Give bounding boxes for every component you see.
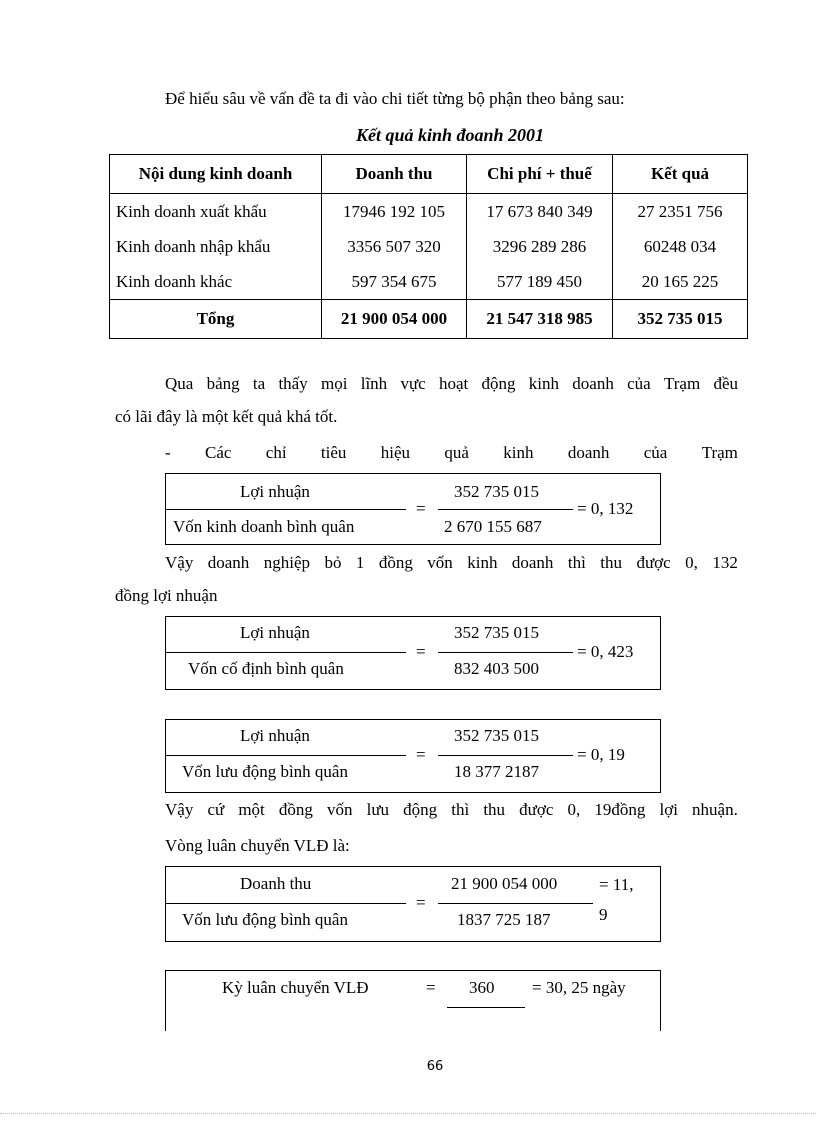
word: thu [600,553,622,572]
formula-top-label: Lợi nhuận [240,482,310,501]
intro-text: Để hiểu sâu về vấn đề ta đi vào chi tiết từng bộ phận theo bảng sau: [165,89,625,108]
word: thì [451,800,470,819]
table-cell: 17 673 840 349 [467,194,613,230]
word: lĩnh [360,374,388,393]
word: Các [205,443,232,462]
formula-result: = 0, 132 [577,499,634,518]
word: tiêu [320,443,347,462]
table-cell: Kinh doanh khác [110,264,322,300]
formula-top-label: Doanh thu [240,874,312,893]
formula-box-5 [165,970,661,1031]
word: một [238,800,265,819]
equals-sign: = [426,978,436,997]
formula-box-2 [165,616,661,690]
divider-line [166,652,406,653]
word: vốn [427,553,453,572]
table-row [110,194,748,230]
word: Vậy [165,800,194,819]
formula-box-1 [165,473,661,545]
paragraph-2-line-2: đồng lợi nhuận [115,586,218,605]
paragraph-2-line-1 [165,553,738,573]
formula-numerator: 352 735 015 [454,726,539,745]
word: vực [400,374,426,393]
table-cell: 27 2351 756 [613,194,748,230]
word: doanh [572,374,614,393]
bullet-line [165,443,738,463]
header-cell: Nội dung kinh doanh [110,155,322,194]
equals-sign: = [416,745,426,764]
formula-top-label: Lợi nhuận [240,726,310,745]
formula-label: Kỳ luân chuyển VLĐ [222,978,369,997]
word: được [519,800,554,819]
formula-result-continued: 9 [599,905,608,924]
divider-line [166,509,406,510]
formula-denominator: 1837 725 187 [457,910,551,929]
table-row [110,264,748,300]
word: lợi [659,800,678,819]
word: 1 [355,553,365,572]
formula-bottom-label: Vốn kinh doanh bình quân [173,517,355,536]
table-cell: 20 165 225 [613,264,748,300]
word: Vậy [165,553,194,572]
word: Qua [165,374,194,393]
paragraph-1-line-2: có lãi đây là một kết quả khá tốt. [115,407,338,426]
table-cell: 3296 289 286 [467,229,613,264]
word: hiệu [380,443,411,462]
fraction-line [438,652,573,653]
word: kinh [467,553,498,572]
word: đều [713,374,738,393]
table-cell: 3356 507 320 [322,229,467,264]
formula-bottom-label: Vốn cố định bình quân [188,659,344,678]
table-cell: 17946 192 105 [322,194,467,230]
formula-box-4 [165,866,661,942]
table-cell: 597 354 675 [322,264,467,300]
table-header-row [110,155,748,194]
page-bottom-border [0,1113,816,1114]
equals-sign: = [416,499,426,518]
word: hoạt [438,374,469,393]
word: cứ [207,800,225,819]
word: thì [567,553,586,572]
table-cell: 60248 034 [613,229,748,264]
fraction-line [438,509,573,510]
word: Trạm [701,443,738,462]
formula-top-label: Lợi nhuận [240,623,310,642]
word: vốn [326,800,353,819]
formula-result: = 0, 423 [577,642,634,661]
formula-denominator: 2 670 155 687 [444,517,542,536]
word: đồng [278,800,313,819]
word: lưu [366,800,390,819]
word: thu [483,800,506,819]
word: thấy [278,374,308,393]
table-caption: Kết quả kinh đoanh 2001 [355,125,545,145]
word: 0, [567,800,581,819]
word: 0, [685,553,698,572]
table-total-row [110,300,748,339]
word: Trạm [663,374,701,393]
word: doanh [567,443,610,462]
formula-result: = 0, 19 [577,745,625,764]
formula-numerator: 352 735 015 [454,482,539,501]
word: doanh [207,553,250,572]
header-cell: Kết quả [613,155,748,194]
divider-line [166,903,406,904]
equals-sign: = [416,893,426,912]
word: động [403,800,438,819]
word: mọi [321,374,348,393]
formula-result: = 30, 25 ngày [532,978,626,997]
formula-numerator: 21 900 054 000 [451,874,558,893]
word: bảng [206,374,240,393]
table-row [110,229,748,264]
word: của [643,443,668,462]
word: của [627,374,651,393]
word: 19đồng [594,800,646,819]
header-cell: Chi phí + thuế [467,155,613,194]
word: bỏ [324,553,342,572]
word: kinh [503,443,534,462]
word: kinh [528,374,560,393]
paragraph-1-line-1 [165,374,738,394]
formula-bottom-label: Vốn lưu động bình quân [182,762,348,781]
word: động [481,374,516,393]
word: nhuận. [692,800,738,819]
word: đồng [378,553,413,572]
total-cell: 352 735 015 [613,300,748,339]
bullet-dash: - [165,443,171,462]
formula-denominator: 832 403 500 [454,659,539,678]
paragraph-3 [165,800,738,820]
table-cell: Kinh doanh nhập khẩu [110,229,322,264]
formula-result: = 11, [599,875,634,894]
formula-bottom-label: Vốn lưu động bình quân [182,910,348,929]
divider-line [166,755,406,756]
fraction-line [447,1007,525,1008]
header-cell: Doanh thu [322,155,467,194]
word: ta [252,374,266,393]
word: 132 [712,553,738,572]
total-cell: 21 547 318 985 [467,300,613,339]
formula-denominator: 18 377 2187 [454,762,539,781]
word: nghiệp [263,553,311,572]
page-number: 66 [426,1059,444,1074]
table-cell: 577 189 450 [467,264,613,300]
total-cell: Tổng [110,300,322,339]
equals-sign: = [416,642,426,661]
paragraph-4: Vòng luân chuyển VLĐ là: [165,836,350,855]
table-cell: Kinh doanh xuất khẩu [110,194,322,230]
word: được [636,553,671,572]
results-table [109,154,748,339]
total-cell: 21 900 054 000 [322,300,467,339]
word: quả [444,443,469,462]
fraction-line [438,755,573,756]
fraction-line [438,903,593,904]
word: chỉ [265,443,287,462]
formula-numerator: 360 [469,978,495,997]
formula-box-3 [165,719,661,793]
word: doanh [511,553,554,572]
formula-numerator: 352 735 015 [454,623,539,642]
